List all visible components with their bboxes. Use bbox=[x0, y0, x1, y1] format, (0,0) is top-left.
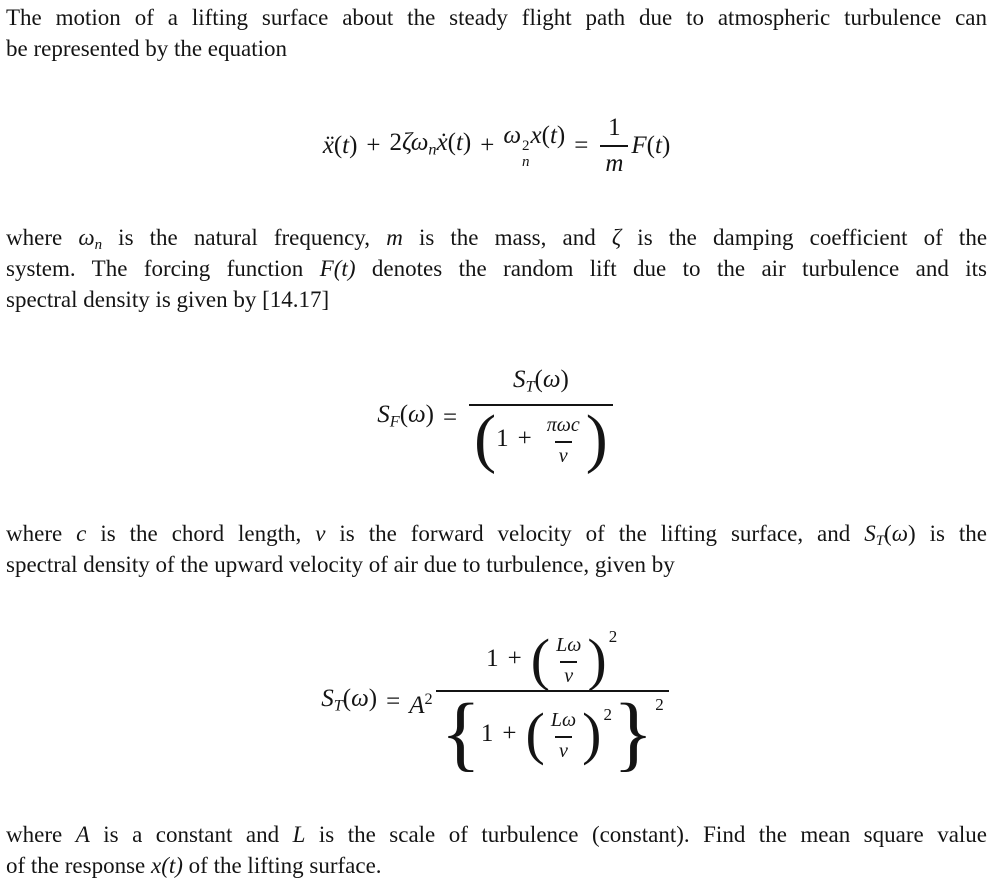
var-omega: ω bbox=[891, 521, 908, 546]
text-run: is the natural frequency, bbox=[102, 225, 387, 250]
coefficient-2: 2 bbox=[389, 128, 403, 156]
fraction-denominator bbox=[560, 661, 577, 688]
paren-open: ( bbox=[399, 400, 409, 428]
var-omega: ω bbox=[410, 128, 429, 156]
text-run: is the chord length, bbox=[86, 521, 316, 546]
paren-close: ) bbox=[349, 132, 358, 159]
var-S: S bbox=[512, 366, 526, 394]
var-x: x bbox=[530, 122, 542, 150]
equals-sign: = bbox=[574, 132, 589, 159]
equals-sign: = bbox=[386, 688, 401, 715]
var-A: A bbox=[409, 691, 425, 719]
subscript-F: F bbox=[389, 412, 400, 431]
big-paren-close: ) bbox=[585, 401, 608, 475]
text-line: spectral density of the upward velocity of air due to turbulence, given by bbox=[6, 552, 675, 577]
text-run: system. The forcing function bbox=[6, 256, 320, 281]
fraction-denominator bbox=[436, 687, 669, 781]
L-omega bbox=[556, 630, 581, 660]
equation-force-spectral-density bbox=[6, 357, 987, 479]
superscript-2: 2 bbox=[424, 689, 433, 708]
text-run: where bbox=[6, 521, 77, 546]
paragraph-definitions bbox=[6, 222, 987, 315]
text-run: is the mass, and bbox=[402, 225, 612, 250]
text-line bbox=[6, 518, 987, 549]
fraction-denominator bbox=[555, 441, 572, 468]
superscript-2: 2 bbox=[655, 695, 664, 715]
fraction-numerator bbox=[543, 410, 584, 441]
big-brace-close: } bbox=[612, 687, 654, 781]
superscript-2: 2 bbox=[608, 627, 618, 647]
paren-close: ) bbox=[425, 400, 434, 428]
var-F: F bbox=[631, 132, 647, 159]
paren-open: ( bbox=[541, 122, 550, 150]
var-omega: ω bbox=[503, 122, 521, 150]
text-run: is the damping coefficient of the bbox=[621, 225, 987, 250]
pi-omega-c bbox=[547, 410, 580, 440]
term-damping bbox=[390, 128, 472, 165]
one-plus bbox=[496, 424, 541, 454]
main-fraction bbox=[436, 626, 669, 781]
one-plus bbox=[481, 719, 526, 749]
text-line: spectral density is given by [14.17] bbox=[6, 287, 330, 312]
big-paren-open: ( bbox=[530, 626, 551, 692]
var-L: L bbox=[556, 634, 568, 657]
big-paren-close: ) bbox=[587, 626, 607, 692]
var-m: m bbox=[386, 225, 403, 250]
lhs-SF-omega bbox=[377, 400, 434, 437]
paren-open: ( bbox=[534, 366, 543, 394]
inner-fraction-pi-omega-c-over-v bbox=[543, 410, 584, 468]
var-t: t bbox=[655, 132, 662, 159]
paren-open: ( bbox=[884, 521, 892, 546]
number-1: 1 bbox=[486, 645, 499, 673]
var-omega: ω bbox=[561, 708, 577, 731]
var-c: c bbox=[570, 414, 580, 437]
var-omega: ω bbox=[556, 414, 571, 437]
L-omega bbox=[551, 705, 576, 735]
paren-close: ) bbox=[661, 132, 671, 159]
text-run: is the bbox=[915, 521, 987, 546]
var-x-of-t: x(t) bbox=[151, 853, 183, 878]
var-omega: ω bbox=[78, 225, 95, 250]
var-A: A bbox=[75, 822, 90, 847]
one-plus bbox=[486, 644, 531, 674]
paren-open: ( bbox=[342, 684, 352, 712]
fraction-denominator bbox=[600, 145, 628, 179]
big-paren-open: ( bbox=[474, 401, 497, 475]
plus-operator: + bbox=[366, 132, 381, 159]
var-x-double-dot: ẍ bbox=[322, 132, 334, 159]
text-run: is the forward velocity of the lifting surface, and bbox=[325, 521, 865, 546]
number-1: 1 bbox=[608, 114, 621, 141]
plus-operator: + bbox=[480, 132, 495, 159]
lhs-ST-omega bbox=[321, 684, 377, 721]
equation-motion bbox=[6, 102, 987, 190]
number-1: 1 bbox=[480, 719, 494, 747]
plus-operator: + bbox=[507, 645, 522, 673]
var-zeta: ζ bbox=[402, 128, 411, 156]
big-paren-open: ( bbox=[525, 701, 545, 767]
paragraph-task bbox=[6, 819, 987, 881]
term-stiffness bbox=[503, 121, 565, 170]
paren-open: ( bbox=[646, 132, 655, 159]
text-line: be represented by the equation bbox=[6, 36, 287, 61]
fraction-one-over-m bbox=[600, 113, 628, 179]
paren-close: ) bbox=[462, 128, 472, 156]
paragraph-chord-velocity bbox=[6, 518, 987, 580]
text-line bbox=[6, 850, 987, 881]
text-run: of the response bbox=[6, 853, 151, 878]
fraction-denominator bbox=[469, 401, 613, 475]
paren-close: ) bbox=[907, 521, 916, 546]
var-t: t bbox=[342, 132, 350, 159]
var-omega: ω bbox=[351, 684, 369, 712]
subscript-n: n bbox=[428, 140, 437, 159]
paren-open: ( bbox=[447, 128, 456, 156]
text-line bbox=[6, 819, 987, 850]
var-S: S bbox=[321, 684, 334, 712]
fraction-numerator bbox=[508, 365, 574, 404]
var-v: v bbox=[559, 739, 568, 762]
superscript-2: 2 bbox=[522, 138, 530, 155]
equation-turbulence-spectral-density bbox=[6, 618, 987, 786]
text-run: where bbox=[6, 822, 76, 847]
main-fraction bbox=[469, 365, 613, 475]
var-v: v bbox=[315, 521, 326, 546]
var-L: L bbox=[550, 708, 562, 731]
superscript-2: 2 bbox=[603, 705, 612, 725]
text-line: The motion of a lifting surface about the steady flight path due to atmospheric turbulence can bbox=[6, 5, 987, 30]
var-m: m bbox=[605, 150, 624, 177]
omega-scripts bbox=[522, 139, 530, 171]
var-zeta: ζ bbox=[611, 225, 622, 250]
paren-close: ) bbox=[560, 366, 569, 394]
var-omega: ω bbox=[567, 634, 582, 657]
text-run: of the lifting surface. bbox=[182, 853, 382, 878]
var-t: t bbox=[455, 128, 463, 156]
var-omega: ω bbox=[542, 366, 561, 394]
paren-close: ) bbox=[368, 684, 378, 712]
subscript-T: T bbox=[875, 533, 885, 549]
paren-open: ( bbox=[333, 132, 343, 159]
term-forcing bbox=[631, 131, 670, 161]
var-v: v bbox=[564, 665, 574, 688]
var-c: c bbox=[76, 521, 87, 546]
term-x-ddot bbox=[323, 131, 358, 161]
text-line bbox=[6, 222, 987, 253]
text-run: is a constant and bbox=[89, 822, 293, 847]
A-squared bbox=[409, 684, 432, 721]
fraction-numerator bbox=[552, 630, 585, 661]
ST-omega bbox=[513, 365, 569, 402]
fraction-denominator bbox=[555, 736, 572, 763]
var-v: v bbox=[558, 445, 568, 468]
inner-fraction-L-omega-over-v bbox=[552, 630, 585, 688]
text-run: where bbox=[6, 225, 79, 250]
text-line bbox=[6, 253, 987, 284]
subscript-n: n bbox=[522, 153, 530, 170]
fraction-numerator bbox=[481, 626, 623, 692]
subscript-T: T bbox=[333, 696, 343, 715]
fraction-numerator bbox=[603, 113, 626, 145]
var-S: S bbox=[864, 521, 876, 546]
var-pi: π bbox=[546, 414, 557, 437]
plus-operator: + bbox=[517, 425, 532, 453]
var-S: S bbox=[377, 400, 390, 428]
var-F-of-t: F(t) bbox=[319, 256, 356, 281]
subscript-n: n bbox=[94, 237, 103, 253]
var-omega: ω bbox=[408, 400, 426, 428]
var-x-dot: ẋ bbox=[436, 128, 448, 156]
var-t: t bbox=[549, 122, 557, 150]
paren-close: ) bbox=[556, 122, 566, 150]
text-run: is the scale of turbulence (constant). Find the mean square value bbox=[305, 822, 987, 847]
text-run: denotes the random lift due to the air turbulence and its bbox=[355, 256, 987, 281]
big-paren-close: ) bbox=[582, 701, 602, 767]
subscript-T: T bbox=[525, 377, 535, 396]
plus-operator: + bbox=[502, 719, 517, 747]
fraction-numerator bbox=[547, 705, 580, 736]
inner-fraction-L-omega-over-v bbox=[547, 705, 580, 763]
number-1: 1 bbox=[496, 425, 509, 453]
equals-sign: = bbox=[443, 404, 458, 431]
big-brace-open: { bbox=[440, 687, 481, 781]
paragraph-intro bbox=[6, 2, 987, 64]
var-L: L bbox=[292, 822, 306, 847]
